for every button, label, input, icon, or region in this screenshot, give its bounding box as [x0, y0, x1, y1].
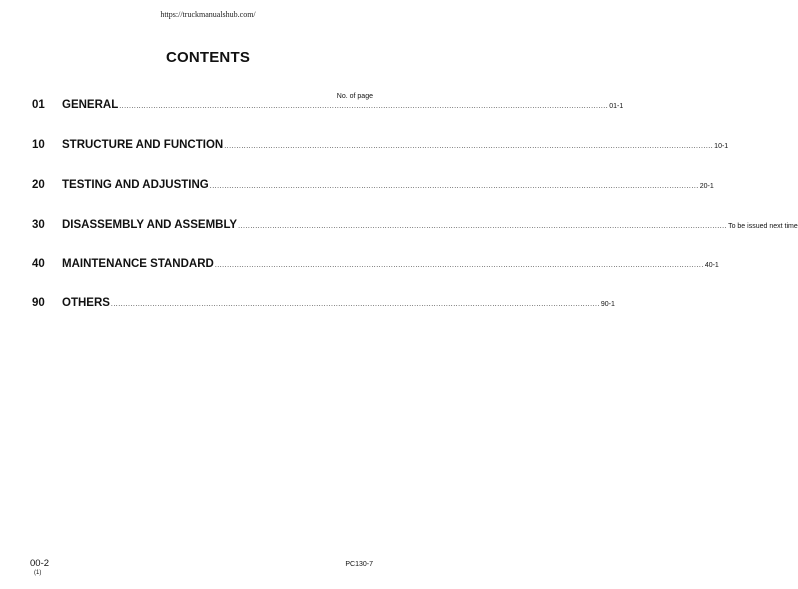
toc-leader-dots: ........................................................................................................................................................................................................ [209, 183, 699, 190]
toc-page-ref: To be issued next time [728, 223, 798, 230]
toc-section-title: OTHERS [62, 297, 110, 309]
page-title: CONTENTS [165, 49, 251, 66]
toc-section-number: 30 [32, 219, 45, 231]
toc-entry-maintenance-standard [32, 258, 719, 274]
source-url: https://truckmanualshub.com/ [160, 10, 256, 19]
toc-page-ref: 01-1 [609, 103, 624, 110]
toc-entry-others [32, 297, 615, 313]
toc-leader-dots: ........................................................................................................................................................................................................ [238, 223, 728, 230]
toc-section-number: 40 [32, 258, 45, 270]
toc-page-ref: 90-1 [600, 301, 615, 308]
toc-leader-dots: ........................................................................................................................................................................................................ [224, 143, 714, 150]
toc-section-title: TESTING AND ADJUSTING [62, 179, 209, 191]
footer-page-number: 00-2 [30, 558, 50, 569]
page-column-label: No. of page [336, 93, 373, 100]
toc-page-ref: 20-1 [699, 183, 714, 190]
toc-page-ref: 40-1 [704, 262, 719, 269]
toc-leader-dots: ........................................................................................................................................................................................................ [214, 262, 704, 269]
toc-entry-general [32, 99, 624, 115]
toc-section-title: MAINTENANCE STANDARD [62, 258, 214, 270]
footer-revision: (1) [34, 570, 42, 576]
toc-entry-structure-and-function [32, 139, 729, 155]
toc-section-title: STRUCTURE AND FUNCTION [62, 139, 224, 151]
toc-section-title: DISASSEMBLY AND ASSEMBLY [62, 219, 238, 231]
toc-section-number: 90 [32, 297, 45, 309]
footer-model: PC130-7 [345, 561, 373, 568]
toc-page-ref: 10-1 [714, 143, 729, 150]
toc-section-title: GENERAL [62, 99, 119, 111]
toc-section-number: 10 [32, 139, 45, 151]
toc-leader-dots: ........................................................................................................................................................................................................ [110, 301, 600, 308]
toc-leader-dots: ........................................................................................................................................................................................................ [119, 103, 609, 110]
toc-section-number: 01 [32, 99, 45, 111]
toc-entry-disassembly-and-assembly [32, 219, 798, 235]
toc-section-number: 20 [32, 179, 45, 191]
toc-entry-testing-and-adjusting [32, 179, 714, 195]
